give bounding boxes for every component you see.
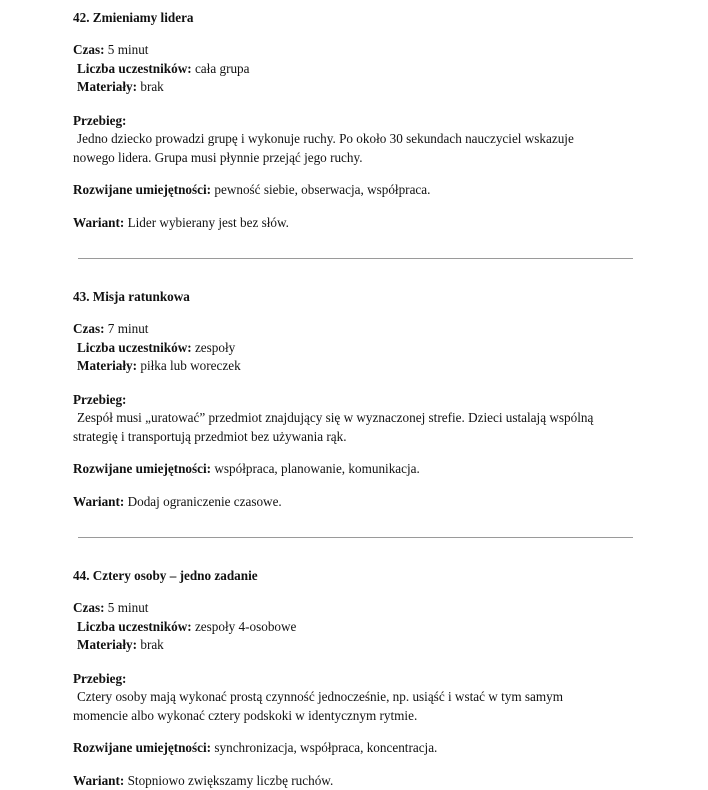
course-label: Przebieg: — [73, 112, 633, 131]
materials-value: piłka lub woreczek — [137, 358, 241, 373]
skills-value: synchronizacja, współpraca, koncentracja. — [211, 740, 437, 755]
time-line — [73, 41, 633, 60]
skills-line — [73, 181, 633, 200]
variant-value: Lider wybierany jest bez słów. — [124, 215, 289, 230]
time-value: 5 minut — [105, 600, 149, 615]
time-value: 5 minut — [105, 42, 149, 57]
materials-label: Materiały: — [77, 637, 137, 652]
variant-label: Wariant: — [73, 773, 124, 788]
activity-title: 42. Zmieniamy lidera — [73, 8, 633, 27]
participants-value: cała grupa — [192, 61, 250, 76]
activity-title: 44. Cztery osoby – jedno zadanie — [73, 566, 633, 585]
section-divider — [78, 537, 633, 538]
section-divider — [78, 258, 633, 259]
course-text-line-2: momencie albo wykonać cztery podskoki w identycznym rytmie. — [73, 707, 633, 726]
materials-label: Materiały: — [77, 358, 137, 373]
time-label: Czas: — [73, 600, 105, 615]
activity-section-44 — [73, 566, 633, 790]
participants-label: Liczba uczestników: — [77, 340, 192, 355]
activity-section-42 — [73, 8, 633, 232]
course-text-line-2: strategię i transportują przedmiot bez używania rąk. — [73, 428, 633, 447]
skills-label: Rozwijane umiejętności: — [73, 182, 211, 197]
materials-value: brak — [137, 637, 164, 652]
skills-label: Rozwijane umiejętności: — [73, 461, 211, 476]
course-text-line-1: Zespół musi „uratować” przedmiot znajdujący się w wyznaczonej strefie. Dzieci ustalają wspólną — [73, 409, 633, 428]
skills-line — [73, 460, 633, 479]
variant-label: Wariant: — [73, 494, 124, 509]
participants-line — [73, 618, 633, 637]
time-line — [73, 320, 633, 339]
variant-line — [73, 772, 633, 790]
skills-line — [73, 739, 633, 758]
participants-label: Liczba uczestników: — [77, 61, 192, 76]
course-text-line-1: Jedno dziecko prowadzi grupę i wykonuje ruchy. Po około 30 sekundach nauczyciel wskazuje — [73, 130, 633, 149]
time-value: 7 minut — [105, 321, 149, 336]
time-label: Czas: — [73, 321, 105, 336]
skills-value: współpraca, planowanie, komunikacja. — [211, 461, 420, 476]
materials-label: Materiały: — [77, 79, 137, 94]
participants-value: zespoły — [192, 340, 236, 355]
participants-line — [73, 339, 633, 358]
activity-title: 43. Misja ratunkowa — [73, 287, 633, 306]
course-text-line-2: nowego lidera. Grupa musi płynnie przejąć jego ruchy. — [73, 149, 633, 168]
materials-line — [73, 357, 633, 376]
materials-line — [73, 636, 633, 655]
materials-line — [73, 78, 633, 97]
skills-label: Rozwijane umiejętności: — [73, 740, 211, 755]
course-label: Przebieg: — [73, 670, 633, 689]
participants-label: Liczba uczestników: — [77, 619, 192, 634]
participants-value: zespoły 4-osobowe — [192, 619, 297, 634]
skills-value: pewność siebie, obserwacja, współpraca. — [211, 182, 430, 197]
variant-label: Wariant: — [73, 215, 124, 230]
course-text-line-1: Cztery osoby mają wykonać prostą czynność jednocześnie, np. usiąść i wstać w tym samym — [73, 688, 633, 707]
participants-line — [73, 60, 633, 79]
variant-value: Dodaj ograniczenie czasowe. — [124, 494, 281, 509]
activity-section-43 — [73, 287, 633, 511]
variant-value: Stopniowo zwiększamy liczbę ruchów. — [124, 773, 333, 788]
variant-line — [73, 214, 633, 233]
course-label: Przebieg: — [73, 391, 633, 410]
time-line — [73, 599, 633, 618]
materials-value: brak — [137, 79, 164, 94]
time-label: Czas: — [73, 42, 105, 57]
variant-line — [73, 493, 633, 512]
